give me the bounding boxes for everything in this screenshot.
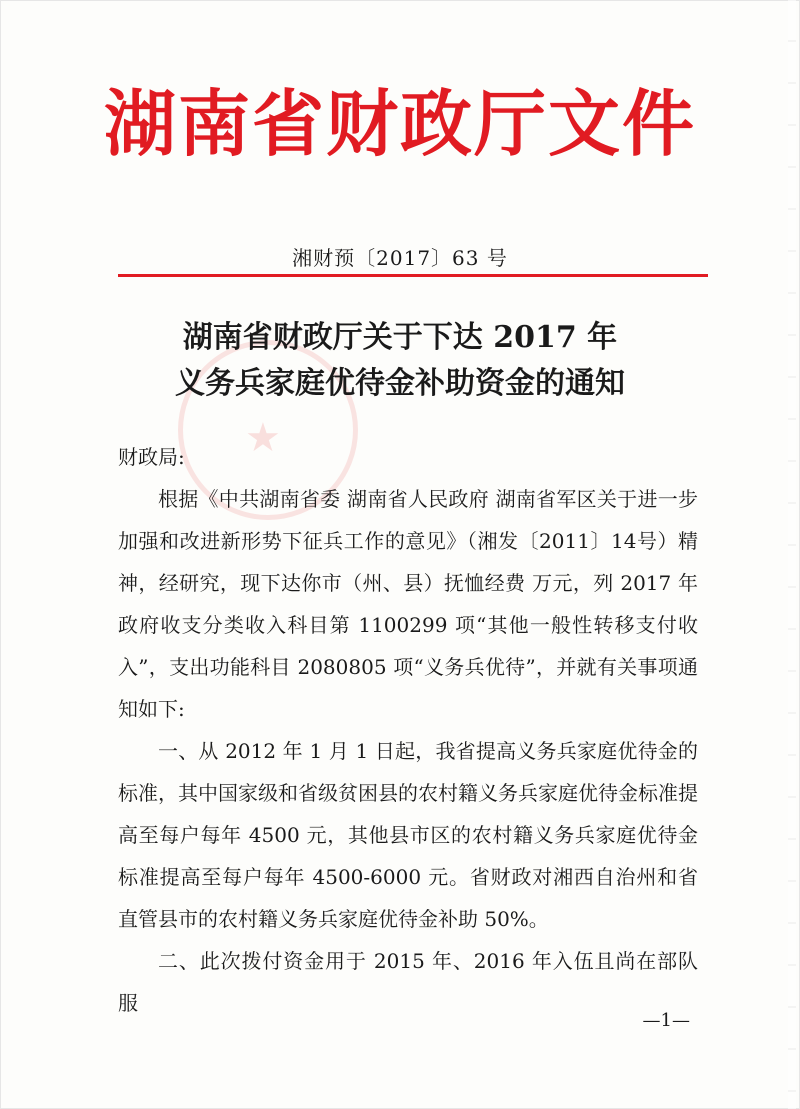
document-header-title: 湖南省财政厅文件 (103, 81, 696, 166)
red-divider-line (118, 274, 708, 277)
paragraph-item-1: 一、从 2012 年 1 月 1 日起，我省提高义务兵家庭优待金的标准，其中国家级和省级贫困县的农村籍义务兵家庭优待金标准提高至每户每年 4500 元，其他县市区的农村籍义务兵家庭优待金标准提高至每户每年 4500-6000 元。省财政对湘西自治州和省直管县市的农村籍义务兵家庭优待金补助 50%。 (118, 739, 698, 931)
notice-body (118, 436, 698, 1024)
page-number: —1— (642, 1010, 690, 1031)
faint-seal-star-icon: ★ (245, 415, 281, 461)
document-number: 湘财预〔2017〕63 号 (292, 246, 508, 270)
scan-edge (788, 0, 796, 1109)
salutation: 财政局: (118, 445, 185, 469)
notice-title (0, 315, 800, 407)
paragraph-item-2: 二、此次拨付资金用于 2015 年、2016 年入伍且尚在部队服 (118, 949, 698, 1015)
notice-title-line-1: 湖南省财政厅关于下达 2017 年 (182, 320, 618, 355)
notice-title-line-2: 义务兵家庭优待金补助资金的通知 (175, 366, 625, 401)
paragraph-intro: 根据《中共湖南省委 湖南省人民政府 湖南省军区关于进一步加强和改进新形势下征兵工作的意见》（湘发〔2011〕14号）精神，经研究，现下达你市（州、县）抚恤经费 万元，列 2017 年政府收支分类收入科目第 1100299 项“其他一般性转移支付收入”，支出功能科目 2080805 项“义务兵优待”，并就有关事项通知如下: (118, 487, 698, 721)
